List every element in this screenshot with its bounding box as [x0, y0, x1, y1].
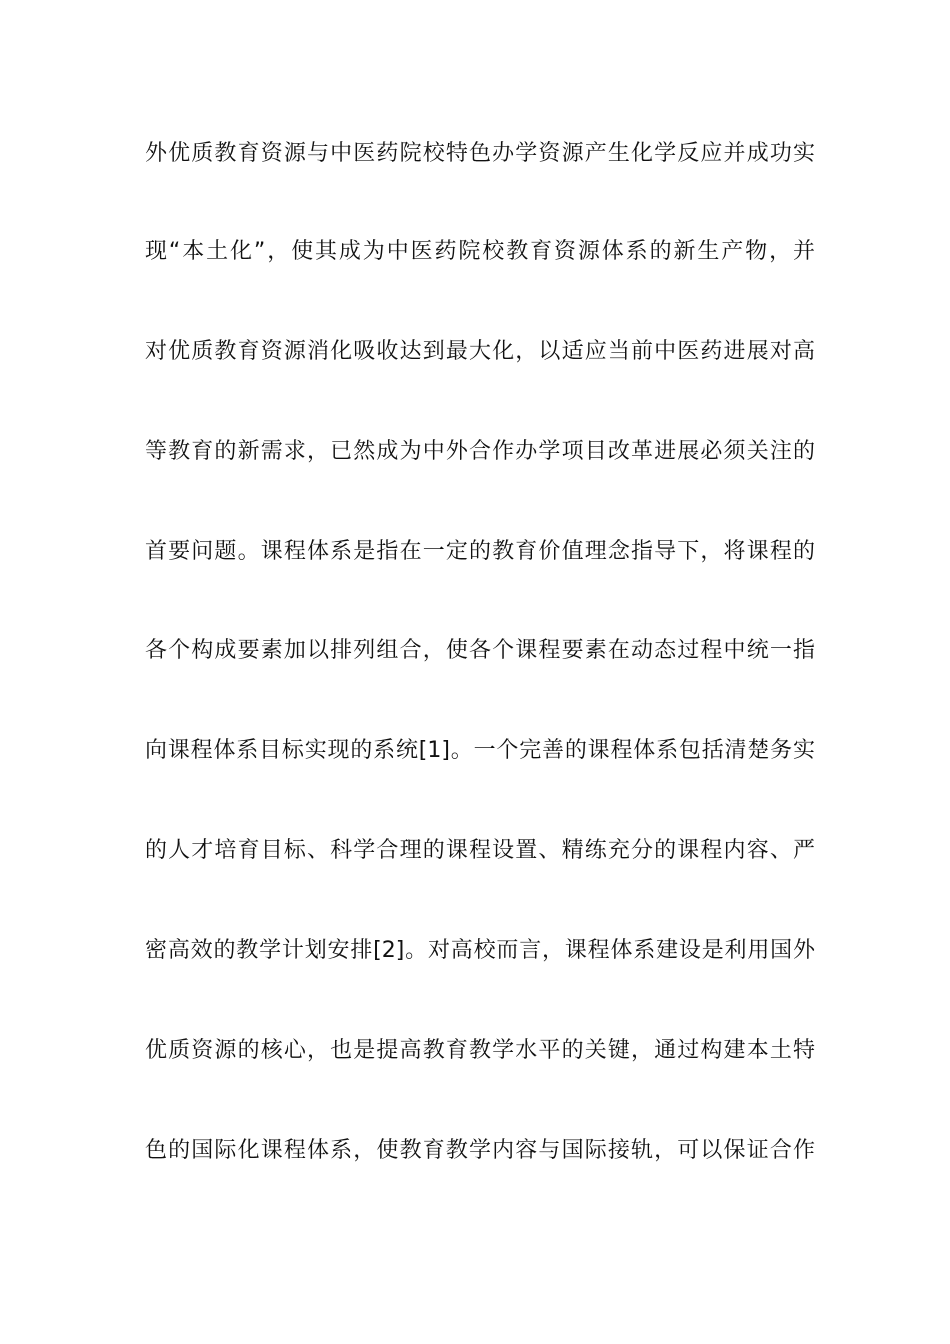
paragraph-line: 优质资源的核心，也是提高教育教学水平的关键，通过构建本土特 [145, 1038, 815, 1063]
paragraph-line: 密高效的教学计划安排[2]。对高校而言，课程体系建设是利用国外 [145, 938, 815, 963]
paragraph-line: 色的国际化课程体系，使教育教学内容与国际接轨，可以保证合作 [145, 1138, 815, 1163]
paragraph-line: 向课程体系目标实现的系统[1]。一个完善的课程体系包括清楚务实 [145, 738, 815, 763]
paragraph-line: 对优质教育资源消化吸收达到最大化，以适应当前中医药进展对高 [145, 339, 815, 364]
paragraph-line: 等教育的新需求，已然成为中外合作办学项目改革进展必须关注的 [145, 439, 815, 464]
paragraph-line: 现“本土化”，使其成为中医药院校教育资源体系的新生产物，并 [145, 239, 815, 264]
paragraph-line: 外优质教育资源与中医药院校特色办学资源产生化学反应并成功实 [145, 141, 815, 166]
paragraph-line: 的人才培育目标、科学合理的课程设置、精练充分的课程内容、严 [145, 838, 815, 863]
paragraph-line: 首要问题。课程体系是指在一定的教育价值理念指导下，将课程的 [145, 539, 815, 564]
paragraph-line: 各个构成要素加以排列组合，使各个课程要素在动态过程中统一指 [145, 638, 815, 663]
